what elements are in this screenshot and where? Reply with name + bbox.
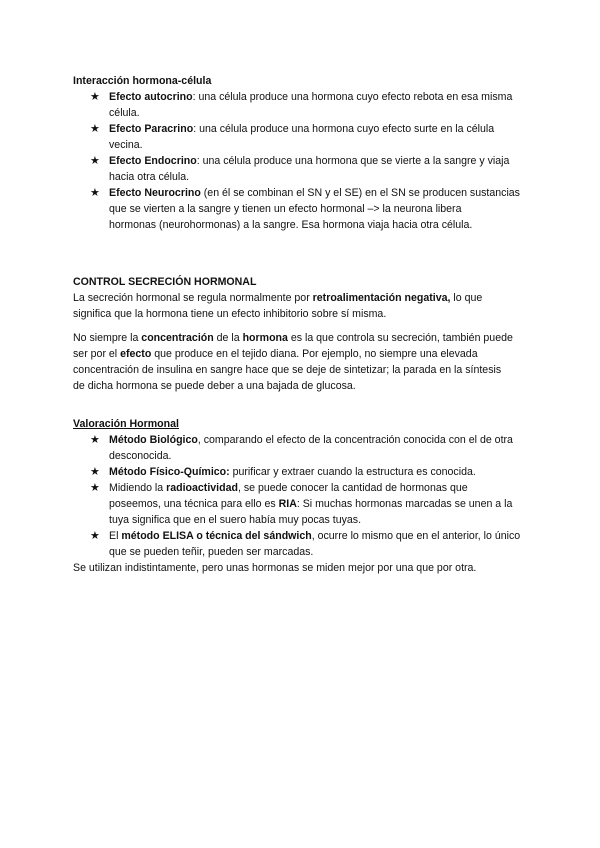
text-run: Midiendo la: [109, 482, 167, 494]
text-line: [109, 217, 533, 233]
text-line: [109, 201, 533, 217]
text-line: [109, 512, 533, 528]
text-run: de dicha hormona se puede deber a una bajada de glucosa.: [73, 380, 356, 392]
closing-sentence: Se utilizan indistintamente, pero unas hormonas se miden mejor por una que por otra.: [73, 562, 477, 574]
text-line: [109, 153, 533, 169]
star-bullet-icon: ★: [90, 186, 100, 199]
interaccion-list: [73, 89, 533, 233]
text-line: [109, 121, 533, 137]
text-line: [73, 346, 533, 362]
text-run: que se vierten a la sangre y tienen un efecto hormonal –> la neurona libera: [109, 203, 462, 215]
text-run: : una célula produce una hormona cuyo efecto surte en la célula: [193, 123, 495, 135]
text-run: , comparando el efecto de la concentración conocida con el de otra: [197, 434, 513, 446]
bold-term: radioactividad: [166, 482, 238, 494]
paragraph-concentracion: [73, 330, 533, 394]
bold-term: Efecto Endocrino: [109, 155, 197, 167]
bold-term: RIA: [278, 498, 297, 510]
text-line: [109, 464, 533, 480]
text-run: ser por el: [73, 348, 121, 360]
list-item: [73, 528, 533, 560]
text-line: [109, 169, 533, 185]
text-line: [109, 496, 533, 512]
text-line: [109, 544, 533, 560]
text-line: [109, 480, 533, 496]
text-run: El: [109, 530, 122, 542]
document-page: [73, 73, 533, 576]
text-line: [73, 362, 533, 378]
text-run: (en él se combinan el SN y el SE) en el SN se producen sustancias: [200, 187, 520, 199]
text-line: [73, 378, 533, 394]
text-run: que se pueden teñir, pueden ser marcadas.: [109, 546, 314, 558]
text-run: es la que controla su secreción, también puede: [287, 332, 513, 344]
star-bullet-icon: ★: [90, 122, 100, 135]
star-bullet-icon: ★: [90, 433, 100, 446]
text-run: que produce en el tejido diana. Por ejemplo, no siempre una elevada: [151, 348, 478, 360]
star-bullet-icon: ★: [90, 154, 100, 167]
text-run: significa que la hormona tiene un efecto inhibitorio sobre sí misma.: [73, 308, 387, 320]
star-bullet-icon: ★: [90, 90, 100, 103]
text-line: [109, 528, 533, 544]
bold-term: Efecto Paracrino: [109, 123, 194, 135]
paragraph-retroalimentacion: [73, 290, 533, 322]
text-run: hormonas (neurohormonas) a la sangre. Esa hormona viaja hacia otra célula.: [109, 219, 473, 231]
text-run: : una célula produce una hormona que se vierte a la sangre y viaja: [196, 155, 510, 167]
text-line: [109, 105, 533, 121]
section-interaccion-title: Interacción hormona-célula: [73, 75, 212, 87]
text-line: [73, 290, 533, 306]
text-run: No siempre la: [73, 332, 142, 344]
text-run: purificar y extraer cuando la estructura es conocida.: [229, 466, 476, 478]
text-run: tuya significa que en el suero había muy pocas tuyas.: [109, 514, 362, 526]
section-valoracion-title: Valoración Hormonal: [73, 418, 179, 430]
text-line: [109, 185, 533, 201]
list-item: [73, 480, 533, 528]
text-run: célula.: [109, 107, 140, 119]
text-run: La secreción hormonal se regula normalmente por: [73, 292, 313, 304]
section-control-title: CONTROL SECRECIÓN HORMONAL: [73, 276, 257, 288]
bold-term: Método Biológico: [109, 434, 198, 446]
list-item: [73, 464, 533, 480]
bold-term: retroalimentación negativa,: [312, 292, 451, 304]
text-line: [109, 432, 533, 448]
bold-term: método ELISA o técnica del sándwich: [121, 530, 312, 542]
list-item: [73, 153, 533, 185]
valoracion-list: [73, 432, 533, 560]
text-line: [109, 137, 533, 153]
text-run: : Si muchas hormonas marcadas se unen a la: [296, 498, 513, 510]
text-line: [73, 330, 533, 346]
bold-term: concentración: [141, 332, 214, 344]
text-run: de la: [213, 332, 243, 344]
text-run: desconocida.: [109, 450, 172, 462]
text-line: [73, 306, 533, 322]
bold-term: efecto: [120, 348, 152, 360]
text-run: vecina.: [109, 139, 143, 151]
text-run: lo que: [450, 292, 483, 304]
text-run: , ocurre lo mismo que en el anterior, lo único: [311, 530, 521, 542]
text-run: : una célula produce una hormona cuyo efecto rebota en esa misma: [192, 91, 513, 103]
star-bullet-icon: ★: [90, 465, 100, 478]
bold-term: Efecto Neurocrino: [109, 187, 201, 199]
list-item: [73, 432, 533, 464]
text-run: poseemos, una técnica para ello es: [109, 498, 279, 510]
list-item: [73, 89, 533, 121]
text-run: , se puede conocer la cantidad de hormonas que: [237, 482, 468, 494]
bold-term: Método Físico-Químico:: [109, 466, 230, 478]
bold-term: Efecto autocrino: [109, 91, 193, 103]
bold-term: hormona: [242, 332, 288, 344]
list-item: [73, 185, 533, 233]
star-bullet-icon: ★: [90, 481, 100, 494]
text-line: [109, 448, 533, 464]
text-run: hacia otra célula.: [109, 171, 190, 183]
text-run: concentración de insulina en sangre hace que se deje de sintetizar; la parada en la síntesis: [73, 364, 502, 376]
star-bullet-icon: ★: [90, 529, 100, 542]
list-item: [73, 121, 533, 153]
text-line: [109, 89, 533, 105]
